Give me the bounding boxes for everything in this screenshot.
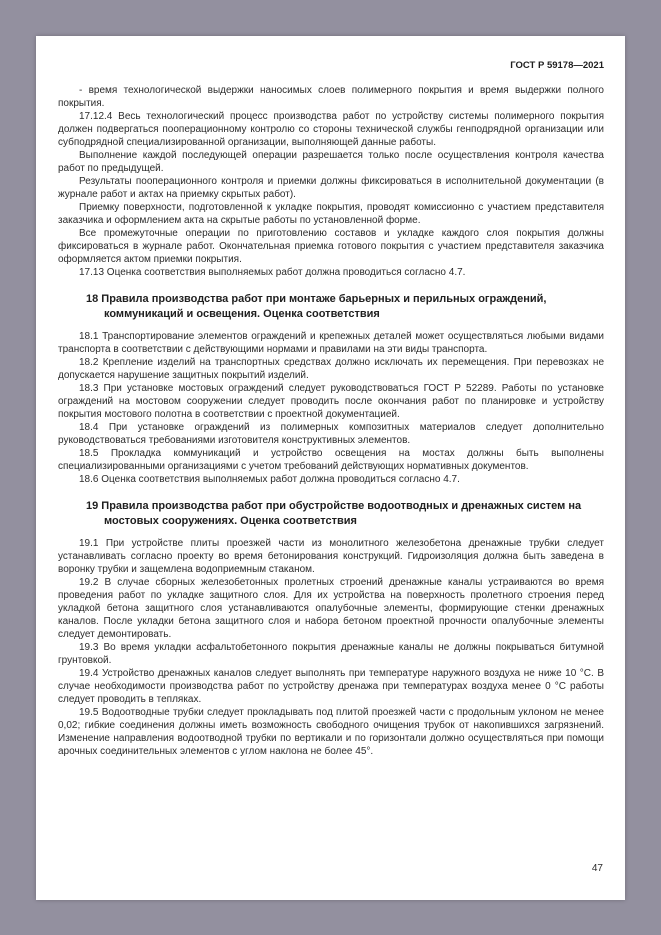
paragraph: Результаты пооперационного контроля и приемки должны фиксироваться в исполнительной документации (в журнале работ и актах на приемку скрытых работ).: [58, 176, 604, 200]
paragraph: - время технологической выдержки наносимых слоев полимерного покрытия и время выдержки полного покрытия.: [58, 85, 604, 109]
section-heading: 19 Правила производства работ при обустройстве водоотводных и дренажных систем на мостовых сооружениях. Оценка соответствия: [86, 500, 582, 527]
paragraph: 18.4 При установке ограждений из полимерных композитных материалов следует дополнительно руководствоваться требованиями изготовителя конструктивных элементов.: [58, 422, 604, 446]
paragraph: 18.6 Оценка соответствия выполняемых работ должна проводиться согласно 4.7.: [79, 474, 460, 485]
paragraph: 19.3 Во время укладки асфальтобетонного покрытия дренажные каналы не должны покрываться битумной грунтовкой.: [58, 642, 604, 666]
paragraph: 19.5 Водоотводные трубки следует прокладывать под плитой проезжей части с продольным уклоном не менее 0,02; гибкие соединения должны иметь возможность свободного очищения трубок от накопившихся загрязнений. Изменение направления водоотводной трубки по вертикали и по горизонтали должно осуществляться при помощи арочных соединительных элементов с углом наклона не более 45°.: [58, 707, 604, 757]
paragraph: Выполнение каждой последующей операции разрешается только после осуществления контроля качества работ по предыдущей.: [58, 150, 604, 174]
paragraph: 18.1 Транспортирование элементов ограждений и крепежных деталей может осуществляться любыми видами транспорта в соответствии с действующими нормами и правилами на эти виды транспорта.: [58, 331, 604, 355]
paragraph: 19.2 В случае сборных железобетонных пролетных строений дренажные каналы устраиваются во время проведения работ по укладке защитного слоя. Для их устройства на поверхность пролетного строения перед укладкой бетона защитного слоя устанавливаются опалубочные элементы, формирующие стенки дренажных каналов. После укладки бетона защитного слоя и набора бетоном проектной прочности опалубочные элементы следует демонтировать.: [58, 577, 604, 640]
paragraph: 18.2 Крепление изделий на транспортных средствах должно исключать их перемещения. При перевозках не допускается нарушение защитных покрытий изделий.: [58, 357, 604, 381]
document-body: [58, 84, 604, 758]
paragraph: 19.1 При устройстве плиты проезжей части из монолитного железобетона дренажные трубки следует устанавливать согласно проекту во время бетонирования конструкций. Гидроизоляция должна быть заведена в воронку трубки и защемлена водоприемным стаканом.: [58, 538, 604, 575]
section-heading: 18 Правила производства работ при монтаже барьерных и перильных ограждений, коммуникаций и освещения. Оценка соответствия: [86, 293, 547, 320]
page-footer: [592, 863, 603, 874]
paragraph: 18.5 Прокладка коммуникаций и устройство освещения на мостах должны быть выполнены специализированными организациями с учетом требований действующих нормативных документов.: [58, 448, 604, 472]
paragraph: 18.3 При установке мостовых ограждений следует руководствоваться ГОСТ Р 52289. Работы по установке ограждений на мостовом сооружении следует проводить после окончания работ по планировке и устройству покрытия мостового полотна в соответствии с проектной документацией.: [58, 383, 604, 420]
document-page: [36, 36, 625, 900]
paragraph: 19.4 Устройство дренажных каналов следует выполнять при температуре наружного воздуха не ниже 10 °C. В случае необходимости производства работ по устройству дренажа при температурах воздуха менее 0 °C работы следует проводить в тепляках.: [58, 668, 604, 705]
standard-number: ГОСТ Р 59178—2021: [510, 60, 604, 71]
document-header: [58, 60, 604, 71]
paragraph: Приемку поверхности, подготовленной к укладке покрытия, проводят комиссионно с участием представителя заказчика и оформлением акта на скрытые работы по установленной форме.: [58, 202, 604, 226]
paragraph: 17.12.4 Весь технологический процесс производства работ по устройству системы полимерного покрытия должен подвергаться пооперационному контролю со стороны технической службы генподрядной организации или субподрядной специализированной организации, выполняющей данные работы.: [58, 111, 604, 148]
paragraph: Все промежуточные операции по приготовлению составов и укладке каждого слоя покрытия должны фиксироваться в журнале работ. Окончательная приемка готового покрытия с участием представителя заказчика оформляется актом приемки покрытия.: [58, 228, 604, 265]
paragraph: 17.13 Оценка соответствия выполняемых работ должна проводиться согласно 4.7.: [79, 267, 466, 278]
page-number: 47: [591, 863, 603, 874]
